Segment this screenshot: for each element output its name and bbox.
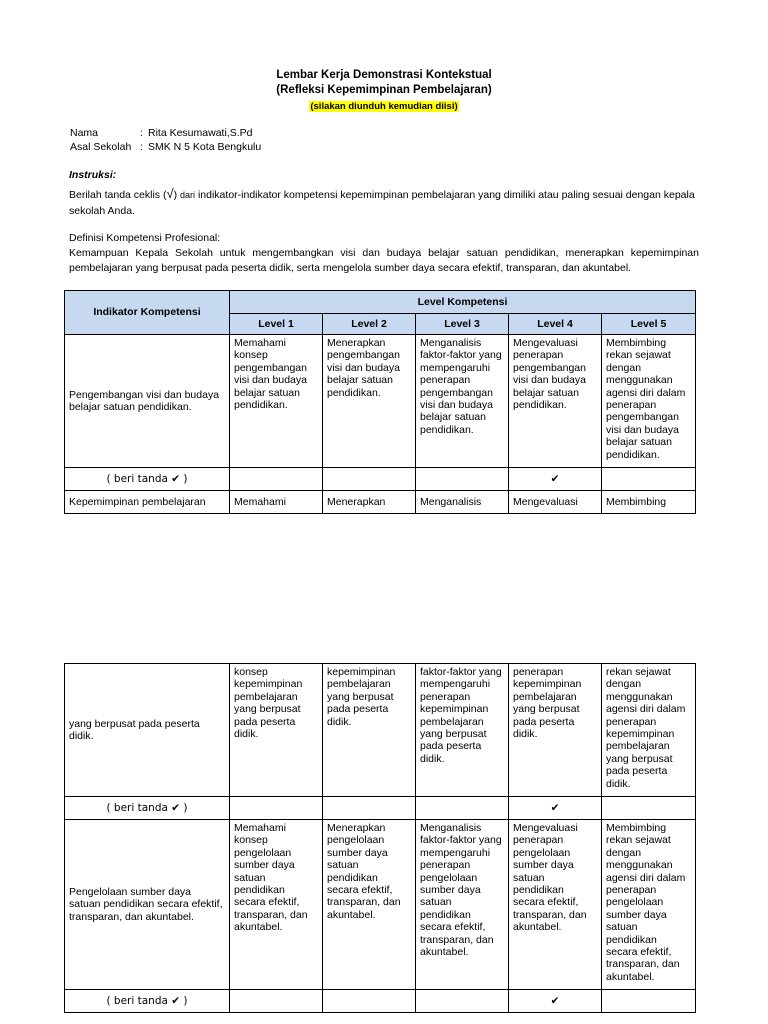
school-label: Asal Sekolah (70, 141, 132, 153)
mark-cell[interactable] (230, 468, 323, 491)
mark-cell-checked[interactable] (509, 468, 602, 491)
mark-cell[interactable] (323, 797, 416, 820)
table-row (65, 664, 696, 797)
table-row (65, 820, 696, 990)
level-2-header: Level 2 (323, 314, 416, 335)
level-4-header: Level 4 (509, 314, 602, 335)
mark-label: ( beri tanda ✔ ) (65, 797, 230, 820)
mark-cell[interactable] (602, 797, 696, 820)
instructions-pre: Berilah tanda ceklis ( (69, 189, 167, 201)
identity-name-row (70, 127, 252, 139)
table-row (65, 335, 696, 468)
check-symbol: √ (166, 186, 174, 201)
mark-cell[interactable] (416, 990, 509, 1013)
name-separator: : (140, 127, 143, 139)
checkmark-icon: ✔ (550, 994, 560, 1007)
level-cell: Menerapkan pengelolaan sumber daya satuan pendidikan secara efektif, transparan, dan akuntabel. (323, 820, 416, 990)
indicator-cell: Pengelolaan sumber daya satuan pendidikan secara efektif, transparan, dan akuntabel. (65, 820, 230, 990)
level-cell: Mengevaluasi penerapan pengembangan visi dan budaya belajar satuan pendidikan. (509, 335, 602, 468)
mark-row (65, 468, 696, 491)
name-label: Nama (70, 127, 99, 139)
mark-cell-checked[interactable] (509, 990, 602, 1013)
level-1-header: Level 1 (230, 314, 323, 335)
level-cell: rekan sejawat dengan menggunakan agensi diri dalam penerapan kepemimpinan pembelajaran yang berpusat pada peserta didik. (602, 664, 696, 797)
level-cell: konsep kepemimpinan pembelajaran yang berpusat pada peserta didik. (230, 664, 323, 797)
mark-cell[interactable] (323, 468, 416, 491)
document-subtitle: (Refleksi Kepemimpinan Pembelajaran) (276, 84, 492, 96)
definition-text: Kemampuan Kepala Sekolah untuk mengembangkan visi dan budaya belajar satuan pendidikan, menerapkan kepemimpinan pembelajaran yang berpusat pada peserta didik, serta mengelola sumber daya secara efektif, transparan, dan akuntabel. (69, 247, 699, 274)
level-5-header: Level 5 (602, 314, 696, 335)
instructions-post: indikator-indikator kompetensi kepemimpinan pembelajaran yang dimiliki atau paling sesuai dengan kepala sekolah Anda. (69, 189, 695, 217)
mark-label: ( beri tanda ✔ ) (65, 468, 230, 491)
level-cell: Menerapkan (323, 491, 416, 514)
mark-row (65, 797, 696, 820)
school-value: SMK N 5 Kota Bengkulu (148, 141, 262, 153)
level-cell: Membimbing (602, 491, 696, 514)
table-row (65, 491, 696, 514)
level-cell: Memahami konsep pengembangan visi dan budaya belajar satuan pendidikan. (230, 335, 323, 468)
mark-cell[interactable] (602, 468, 696, 491)
competency-table (64, 290, 696, 514)
mark-label: ( beri tanda ✔ ) (65, 990, 230, 1013)
level-cell: faktor-faktor yang mempengaruhi penerapan kepemimpinan pembelajaran yang berpusat pada peserta didik. (416, 664, 509, 797)
instructions-mid: ) (173, 189, 178, 201)
identity-school-row (70, 141, 261, 153)
level-cell: Menganalisis faktor-faktor yang mempengaruhi penerapan pengembangan visi dan budaya belajar satuan pendidikan. (416, 335, 509, 468)
indicator-header: Indikator Kompetensi (65, 291, 230, 335)
highlight-note-text: (silakan diunduh kemudian diisi) (310, 101, 458, 112)
mark-cell[interactable] (323, 990, 416, 1013)
name-value: Rita Kesumawati,S.Pd (148, 127, 253, 139)
level-header: Level Kompetensi (230, 291, 696, 314)
document-title: Lembar Kerja Demonstrasi Kontekstual (276, 69, 492, 81)
level-cell: Membimbing rekan sejawat dengan menggunakan agensi diri dalam penerapan pengembangan visi dan budaya belajar satuan pendidikan. (602, 335, 696, 468)
indicator-cell: yang berpusat pada peserta didik. (65, 664, 230, 797)
level-cell: Menganalisis faktor-faktor yang mempengaruhi penerapan pengelolaan sumber daya satuan pendidikan secara efektif, transparan, dan akuntabel. (416, 820, 509, 990)
level-cell: Memahami (230, 491, 323, 514)
instructions-small: dari (180, 190, 196, 200)
level-cell: Menganalisis (416, 491, 509, 514)
level-cell: Membimbing rekan sejawat dengan menggunakan agensi diri dalam penerapan pengelolaan sumber daya satuan pendidikan secara efektif, transparan, dan akuntabel. (602, 820, 696, 990)
checkmark-icon: ✔ (550, 801, 560, 814)
mark-cell[interactable] (416, 797, 509, 820)
level-cell: Mengevaluasi penerapan pengelolaan sumber daya satuan pendidikan secara efektif, transparan, dan akuntabel. (509, 820, 602, 990)
checkmark-icon: ✔ (550, 472, 560, 485)
definition-heading: Definisi Kompetensi Profesional: (69, 232, 221, 244)
mark-cell[interactable] (230, 797, 323, 820)
competency-table-continued (64, 663, 696, 1013)
mark-cell[interactable] (602, 990, 696, 1013)
mark-cell-checked[interactable] (509, 797, 602, 820)
mark-cell[interactable] (230, 990, 323, 1013)
mark-row (65, 990, 696, 1013)
school-separator: : (140, 141, 143, 153)
instructions-text (69, 186, 699, 219)
mark-cell[interactable] (416, 468, 509, 491)
level-cell: Menerapkan pengembangan visi dan budaya belajar satuan pendidikan. (323, 335, 416, 468)
level-cell: kepemimpinan pembelajaran yang berpusat pada peserta didik. (323, 664, 416, 797)
level-cell: Memahami konsep pengelolaan sumber daya satuan pendidikan secara efektif, transparan, dan akuntabel. (230, 820, 323, 990)
indicator-cell: Kepemimpinan pembelajaran (65, 491, 230, 514)
level-cell: Mengevaluasi (509, 491, 602, 514)
instructions-heading: Instruksi: (69, 169, 117, 181)
indicator-cell: Pengembangan visi dan budaya belajar satuan pendidikan. (65, 335, 230, 468)
level-3-header: Level 3 (416, 314, 509, 335)
highlight-note (0, 100, 768, 112)
level-cell: penerapan kepemimpinan pembelajaran yang berpusat pada peserta didik. (509, 664, 602, 797)
